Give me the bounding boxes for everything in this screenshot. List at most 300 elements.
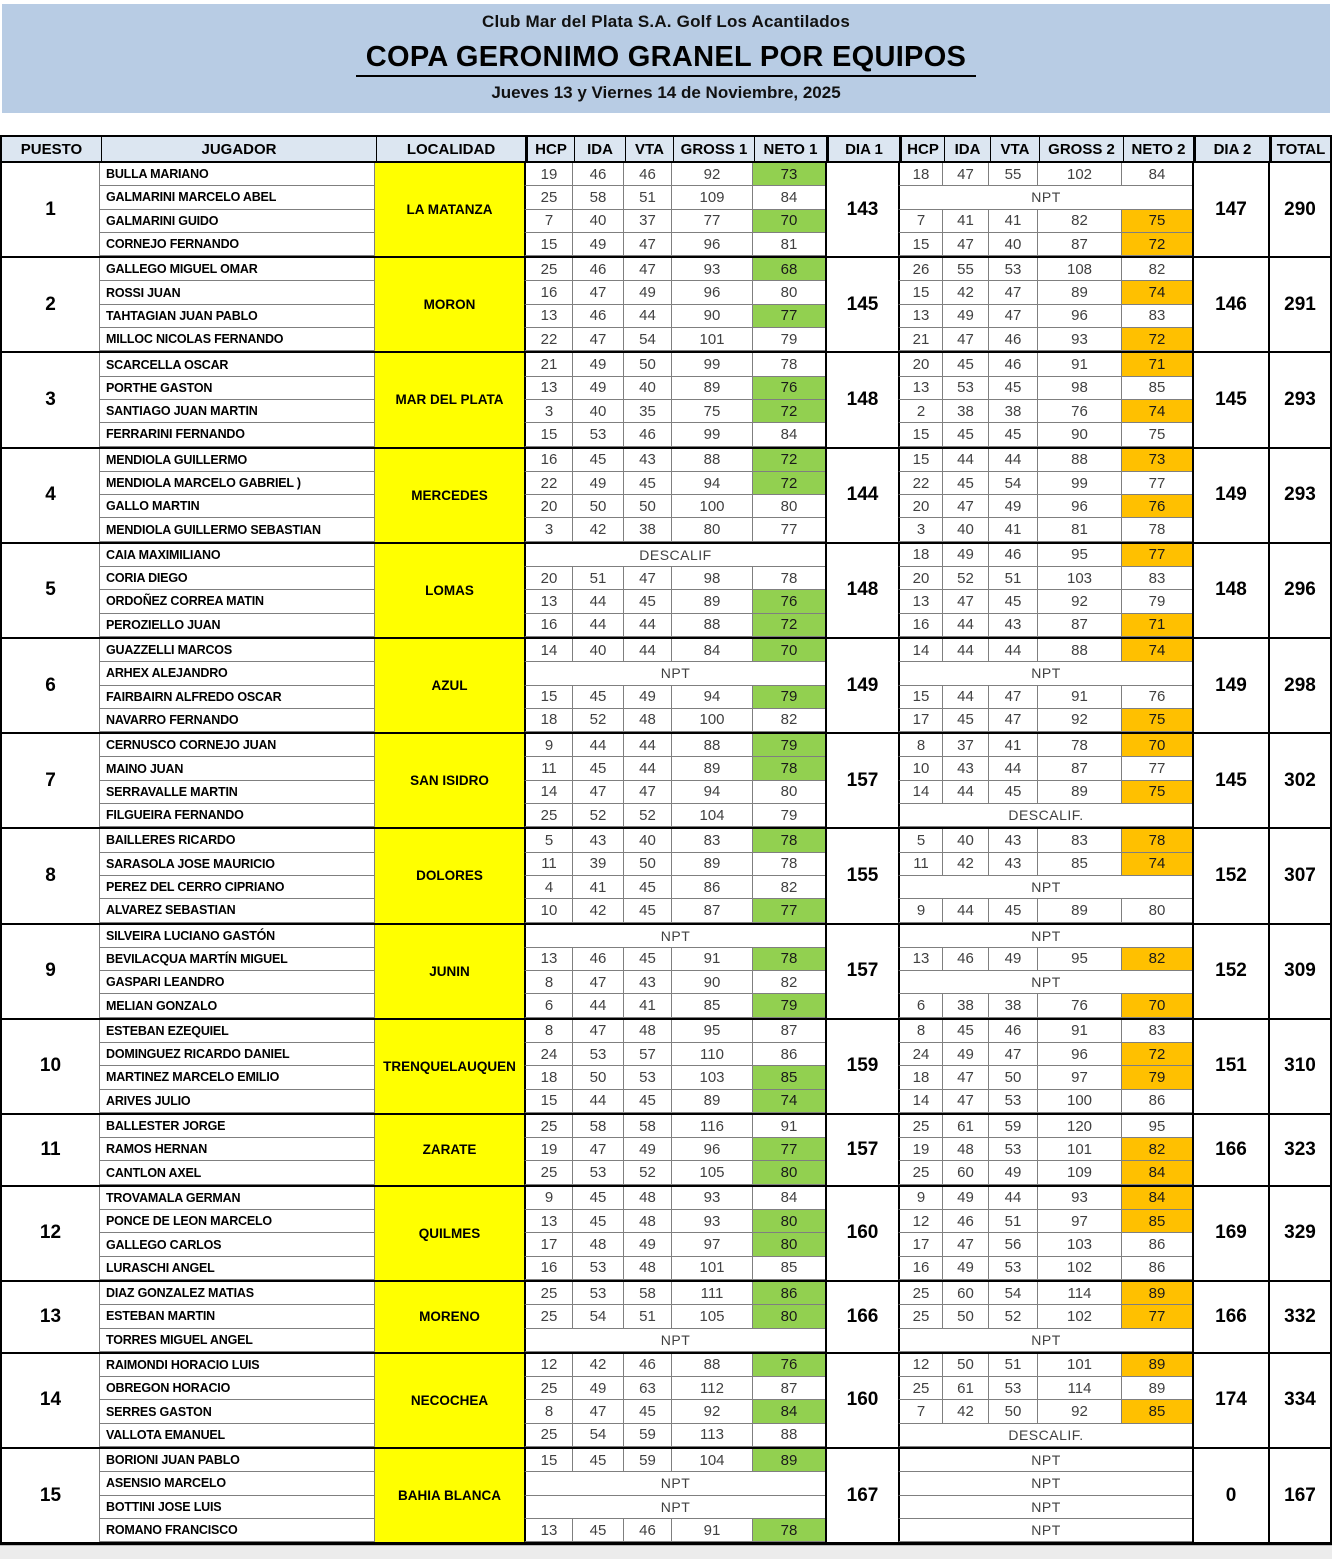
score-cell: 97 xyxy=(1038,1210,1122,1233)
col-header-vta: VTA xyxy=(626,137,674,161)
neto2-cell: 82 xyxy=(1122,258,1192,281)
player-name: CERNUSCO CORNEJO JUAN xyxy=(100,734,375,757)
neto1-cell: 77 xyxy=(753,1138,825,1161)
score-cell: 43 xyxy=(989,853,1038,876)
day1-status-cell: NPT xyxy=(524,1472,825,1495)
score-cell: 87 xyxy=(1038,614,1122,637)
neto1-cell: 91 xyxy=(753,1115,825,1138)
score-cell: 15 xyxy=(898,449,943,472)
score-cell: 49 xyxy=(989,495,1038,518)
neto1-cell: 80 xyxy=(753,1161,825,1184)
score-cell: 7 xyxy=(524,210,573,233)
score-cell: 40 xyxy=(573,210,624,233)
team-rank: 11 xyxy=(2,1115,100,1185)
player-name: DOMINGUEZ RICARDO DANIEL xyxy=(100,1043,375,1066)
score-cell: 50 xyxy=(989,1066,1038,1089)
player-name: TORRES MIGUEL ANGEL xyxy=(100,1329,375,1352)
neto2-cell: 83 xyxy=(1122,305,1192,328)
player-name: BULLA MARIANO xyxy=(100,163,375,186)
score-cell: 45 xyxy=(989,423,1038,446)
score-cell: 44 xyxy=(573,590,624,613)
neto2-cell: 86 xyxy=(1122,1257,1192,1280)
player-name: OBREGON HORACIO xyxy=(100,1377,375,1400)
team-day1-total: 144 xyxy=(825,449,898,542)
neto2-cell: 80 xyxy=(1122,899,1192,922)
score-cell: 45 xyxy=(624,1090,672,1113)
col-header-ida-2: IDA xyxy=(945,137,991,161)
neto2-cell: 79 xyxy=(1122,590,1192,613)
score-cell: 44 xyxy=(573,734,624,757)
neto1-cell: 72 xyxy=(753,614,825,637)
score-cell: 47 xyxy=(943,233,989,256)
score-cell: 10 xyxy=(524,899,573,922)
score-cell: 19 xyxy=(524,163,573,186)
score-cell: 47 xyxy=(573,281,624,304)
neto2-cell: 75 xyxy=(1122,709,1192,732)
score-cell: 59 xyxy=(989,1115,1038,1138)
score-cell: 97 xyxy=(672,1233,753,1256)
score-cell: 20 xyxy=(898,353,943,376)
team-locality: MORENO xyxy=(375,1282,524,1352)
score-cell: 45 xyxy=(573,1187,624,1210)
neto2-cell: 76 xyxy=(1122,495,1192,518)
score-cell: 46 xyxy=(624,1354,672,1377)
score-cell: 40 xyxy=(989,233,1038,256)
player-name: ALVAREZ SEBASTIAN xyxy=(100,899,375,922)
neto2-cell: 86 xyxy=(1122,1233,1192,1256)
score-cell: 92 xyxy=(672,1400,753,1423)
score-cell: 58 xyxy=(624,1282,672,1305)
score-cell: 12 xyxy=(524,1354,573,1377)
score-cell: 91 xyxy=(1038,1020,1122,1043)
score-cell: 47 xyxy=(943,495,989,518)
neto2-cell: 74 xyxy=(1122,281,1192,304)
score-cell: 4 xyxy=(524,876,573,899)
spacer-row xyxy=(0,113,1332,135)
score-cell: 43 xyxy=(573,829,624,852)
neto1-cell: 80 xyxy=(753,781,825,804)
score-cell: 47 xyxy=(624,233,672,256)
score-cell: 49 xyxy=(943,544,989,567)
score-cell: 45 xyxy=(573,1519,624,1542)
player-name: PORTHE GASTON xyxy=(100,377,375,400)
score-cell: 40 xyxy=(624,829,672,852)
team-day2-total: 166 xyxy=(1192,1115,1268,1185)
score-cell: 13 xyxy=(524,1519,573,1542)
score-cell: 15 xyxy=(524,233,573,256)
col-header-gross-1: GROSS 1 xyxy=(674,137,755,161)
score-cell: 47 xyxy=(989,281,1038,304)
team-block xyxy=(2,1449,1330,1544)
neto1-cell: 84 xyxy=(753,423,825,446)
score-cell: 46 xyxy=(573,948,624,971)
team-day1-total: 148 xyxy=(825,353,898,446)
score-cell: 19 xyxy=(898,1138,943,1161)
score-cell: 95 xyxy=(1038,544,1122,567)
neto2-cell: 83 xyxy=(1122,1020,1192,1043)
score-cell: 43 xyxy=(989,829,1038,852)
score-cell: 53 xyxy=(573,1161,624,1184)
neto1-cell: 78 xyxy=(753,948,825,971)
score-cell: 82 xyxy=(1038,210,1122,233)
team-day2-total: 169 xyxy=(1192,1187,1268,1280)
score-cell: 99 xyxy=(672,423,753,446)
score-cell: 25 xyxy=(524,1161,573,1184)
player-name: ASENSIO MARCELO xyxy=(100,1472,375,1495)
neto1-cell: 78 xyxy=(753,353,825,376)
neto2-cell: 77 xyxy=(1122,757,1192,780)
neto1-cell: 77 xyxy=(753,518,825,541)
score-cell: 76 xyxy=(1038,400,1122,423)
neto1-cell: 79 xyxy=(753,804,825,827)
player-name: MILLOC NICOLAS FERNANDO xyxy=(100,328,375,351)
day2-status-cell: NPT xyxy=(898,1519,1192,1542)
score-cell: 16 xyxy=(898,1257,943,1280)
score-cell: 50 xyxy=(624,853,672,876)
score-cell: 25 xyxy=(524,1305,573,1328)
score-cell: 54 xyxy=(573,1305,624,1328)
player-name: ESTEBAN EZEQUIEL xyxy=(100,1020,375,1043)
team-total: 329 xyxy=(1268,1187,1330,1280)
score-cell: 50 xyxy=(989,1400,1038,1423)
score-cell: 63 xyxy=(624,1377,672,1400)
score-cell: 45 xyxy=(624,1400,672,1423)
team-day1-total: 159 xyxy=(825,1020,898,1113)
team-rank: 5 xyxy=(2,544,100,637)
score-cell: 41 xyxy=(989,734,1038,757)
score-cell: 51 xyxy=(989,1354,1038,1377)
score-cell: 41 xyxy=(989,518,1038,541)
player-name: CANTLON AXEL xyxy=(100,1161,375,1184)
team-block xyxy=(2,449,1330,544)
neto2-cell: 70 xyxy=(1122,734,1192,757)
score-cell: 25 xyxy=(898,1115,943,1138)
score-cell: 116 xyxy=(672,1115,753,1138)
neto1-cell: 72 xyxy=(753,449,825,472)
player-name: PEROZIELLO JUAN xyxy=(100,614,375,637)
score-cell: 50 xyxy=(943,1354,989,1377)
neto1-cell: 80 xyxy=(753,1210,825,1233)
team-day2-total: 145 xyxy=(1192,353,1268,446)
score-cell: 44 xyxy=(989,449,1038,472)
col-header-dia-2: DIA 2 xyxy=(1194,137,1270,161)
score-cell: 113 xyxy=(672,1424,753,1447)
team-block xyxy=(2,925,1330,1020)
score-cell: 44 xyxy=(943,781,989,804)
score-cell: 41 xyxy=(989,210,1038,233)
team-block xyxy=(2,829,1330,924)
score-cell: 22 xyxy=(524,472,573,495)
team-day1-total: 143 xyxy=(825,163,898,256)
team-day2-total: 147 xyxy=(1192,163,1268,256)
score-cell: 89 xyxy=(672,1090,753,1113)
score-cell: 95 xyxy=(1038,948,1122,971)
team-rank: 8 xyxy=(2,829,100,922)
score-cell: 25 xyxy=(898,1305,943,1328)
neto2-cell: 86 xyxy=(1122,1090,1192,1113)
score-cell: 46 xyxy=(573,258,624,281)
score-cell: 49 xyxy=(573,377,624,400)
score-cell: 17 xyxy=(898,709,943,732)
player-name: MARTINEZ MARCELO EMILIO xyxy=(100,1066,375,1089)
score-cell: 15 xyxy=(524,1449,573,1472)
score-cell: 53 xyxy=(989,1257,1038,1280)
score-cell: 40 xyxy=(573,400,624,423)
score-cell: 92 xyxy=(1038,709,1122,732)
score-cell: 40 xyxy=(573,639,624,662)
score-cell: 14 xyxy=(524,781,573,804)
team-total: 290 xyxy=(1268,163,1330,256)
score-cell: 59 xyxy=(624,1424,672,1447)
player-name: ARIVES JULIO xyxy=(100,1090,375,1113)
score-cell: 41 xyxy=(624,994,672,1017)
results-table xyxy=(0,163,1332,1545)
score-cell: 45 xyxy=(573,686,624,709)
neto1-cell: 85 xyxy=(753,1257,825,1280)
score-cell: 49 xyxy=(943,1187,989,1210)
score-cell: 13 xyxy=(524,590,573,613)
score-cell: 48 xyxy=(624,1020,672,1043)
team-rank: 12 xyxy=(2,1187,100,1280)
score-cell: 60 xyxy=(943,1161,989,1184)
neto2-cell: 77 xyxy=(1122,472,1192,495)
score-cell: 110 xyxy=(672,1043,753,1066)
score-cell: 18 xyxy=(898,544,943,567)
score-cell: 52 xyxy=(624,1161,672,1184)
score-cell: 14 xyxy=(898,781,943,804)
neto2-cell: 79 xyxy=(1122,1066,1192,1089)
team-locality: BAHIA BLANCA xyxy=(375,1449,524,1542)
score-cell: 104 xyxy=(672,804,753,827)
score-cell: 93 xyxy=(1038,328,1122,351)
score-cell: 102 xyxy=(1038,1305,1122,1328)
player-name: MENDIOLA GUILLERMO xyxy=(100,449,375,472)
player-name: SERRAVALLE MARTIN xyxy=(100,781,375,804)
col-header-gross-2-2: GROSS 2 xyxy=(1040,137,1124,161)
score-cell: 51 xyxy=(624,186,672,209)
score-cell: 94 xyxy=(672,686,753,709)
team-day1-total: 166 xyxy=(825,1282,898,1352)
team-total: 293 xyxy=(1268,353,1330,446)
score-cell: 3 xyxy=(524,400,573,423)
team-total: 309 xyxy=(1268,925,1330,1018)
score-cell: 47 xyxy=(943,1233,989,1256)
team-rank: 9 xyxy=(2,925,100,1018)
score-cell: 45 xyxy=(573,1210,624,1233)
score-cell: 46 xyxy=(624,163,672,186)
score-cell: 20 xyxy=(524,495,573,518)
score-cell: 13 xyxy=(524,305,573,328)
score-cell: 98 xyxy=(1038,377,1122,400)
team-locality: MAR DEL PLATA xyxy=(375,353,524,446)
score-cell: 52 xyxy=(624,804,672,827)
score-cell: 52 xyxy=(989,1305,1038,1328)
score-cell: 59 xyxy=(624,1449,672,1472)
score-cell: 53 xyxy=(573,1257,624,1280)
score-cell: 44 xyxy=(943,449,989,472)
col-header-jugador: JUGADOR xyxy=(102,137,377,161)
score-cell: 99 xyxy=(1038,472,1122,495)
team-total: 291 xyxy=(1268,258,1330,351)
neto1-cell: 68 xyxy=(753,258,825,281)
score-cell: 35 xyxy=(624,400,672,423)
score-cell: 93 xyxy=(672,1187,753,1210)
score-cell: 24 xyxy=(898,1043,943,1066)
neto1-cell: 73 xyxy=(753,163,825,186)
player-name: ARHEX ALEJANDRO xyxy=(100,662,375,685)
neto1-cell: 72 xyxy=(753,472,825,495)
neto2-cell: 89 xyxy=(1122,1282,1192,1305)
score-cell: 53 xyxy=(989,1138,1038,1161)
score-cell: 96 xyxy=(1038,1043,1122,1066)
team-total: 334 xyxy=(1268,1354,1330,1447)
score-cell: 47 xyxy=(624,567,672,590)
team-block xyxy=(2,1187,1330,1282)
score-cell: 47 xyxy=(573,1138,624,1161)
neto2-cell: 78 xyxy=(1122,829,1192,852)
score-cell: 49 xyxy=(943,1043,989,1066)
day1-status-cell: NPT xyxy=(524,1329,825,1352)
score-cell: 47 xyxy=(989,1043,1038,1066)
neto2-cell: 84 xyxy=(1122,1161,1192,1184)
score-cell: 49 xyxy=(573,353,624,376)
neto2-cell: 89 xyxy=(1122,1377,1192,1400)
score-cell: 49 xyxy=(989,1161,1038,1184)
player-name: GALMARINI MARCELO ABEL xyxy=(100,186,375,209)
score-cell: 8 xyxy=(898,734,943,757)
score-cell: 53 xyxy=(989,1377,1038,1400)
score-cell: 51 xyxy=(989,1210,1038,1233)
score-cell: 43 xyxy=(989,614,1038,637)
score-cell: 101 xyxy=(672,1257,753,1280)
score-cell: 42 xyxy=(573,899,624,922)
tournament-title: COPA GERONIMO GRANEL POR EQUIPOS xyxy=(356,39,976,77)
team-block xyxy=(2,544,1330,639)
score-cell: 45 xyxy=(989,590,1038,613)
team-block xyxy=(2,734,1330,829)
team-day1-total: 160 xyxy=(825,1187,898,1280)
neto2-cell: 74 xyxy=(1122,853,1192,876)
score-cell: 15 xyxy=(524,686,573,709)
neto1-cell: 86 xyxy=(753,1282,825,1305)
player-name: BORIONI JUAN PABLO xyxy=(100,1449,375,1472)
player-name: GASPARI LEANDRO xyxy=(100,971,375,994)
score-cell: 46 xyxy=(989,544,1038,567)
neto1-cell: 70 xyxy=(753,210,825,233)
score-cell: 98 xyxy=(672,567,753,590)
team-locality: AZUL xyxy=(375,639,524,732)
score-cell: 103 xyxy=(1038,1233,1122,1256)
table-header-row xyxy=(0,135,1332,163)
score-cell: 45 xyxy=(943,709,989,732)
neto1-cell: 81 xyxy=(753,233,825,256)
score-cell: 47 xyxy=(989,709,1038,732)
score-cell: 20 xyxy=(524,567,573,590)
score-cell: 91 xyxy=(1038,686,1122,709)
score-cell: 46 xyxy=(943,1210,989,1233)
score-cell: 55 xyxy=(989,163,1038,186)
score-cell: 88 xyxy=(672,1354,753,1377)
score-cell: 45 xyxy=(624,876,672,899)
player-name: CORNEJO FERNANDO xyxy=(100,233,375,256)
neto1-cell: 82 xyxy=(753,971,825,994)
score-cell: 75 xyxy=(672,400,753,423)
score-cell: 6 xyxy=(898,994,943,1017)
player-name: SANTIAGO JUAN MARTIN xyxy=(100,400,375,423)
score-cell: 40 xyxy=(943,829,989,852)
team-block xyxy=(2,1020,1330,1115)
neto2-cell: 85 xyxy=(1122,377,1192,400)
score-cell: 42 xyxy=(943,281,989,304)
score-cell: 103 xyxy=(672,1066,753,1089)
score-cell: 44 xyxy=(624,614,672,637)
score-cell: 18 xyxy=(524,1066,573,1089)
team-block xyxy=(2,353,1330,448)
score-cell: 61 xyxy=(943,1377,989,1400)
score-cell: 44 xyxy=(989,639,1038,662)
neto1-cell: 79 xyxy=(753,994,825,1017)
neto1-cell: 80 xyxy=(753,1233,825,1256)
score-cell: 50 xyxy=(573,1066,624,1089)
score-cell: 17 xyxy=(524,1233,573,1256)
col-header-localidad: LOCALIDAD xyxy=(377,137,526,161)
neto1-cell: 79 xyxy=(753,734,825,757)
score-cell: 47 xyxy=(573,781,624,804)
score-cell: 21 xyxy=(898,328,943,351)
score-cell: 47 xyxy=(624,258,672,281)
score-cell: 58 xyxy=(573,1115,624,1138)
score-cell: 17 xyxy=(898,1233,943,1256)
score-cell: 45 xyxy=(943,353,989,376)
score-cell: 90 xyxy=(672,971,753,994)
score-cell: 53 xyxy=(943,377,989,400)
day2-status-cell: NPT xyxy=(898,876,1192,899)
score-cell: 45 xyxy=(624,948,672,971)
neto2-cell: 71 xyxy=(1122,614,1192,637)
team-day2-total: 149 xyxy=(1192,449,1268,542)
neto2-cell: 82 xyxy=(1122,1138,1192,1161)
neto1-cell: 85 xyxy=(753,1066,825,1089)
score-cell: 46 xyxy=(573,305,624,328)
score-cell: 43 xyxy=(943,757,989,780)
score-cell: 13 xyxy=(524,377,573,400)
score-cell: 103 xyxy=(1038,567,1122,590)
score-cell: 83 xyxy=(672,829,753,852)
day1-status-cell: NPT xyxy=(524,662,825,685)
score-cell: 45 xyxy=(989,781,1038,804)
neto1-cell: 78 xyxy=(753,829,825,852)
score-cell: 92 xyxy=(1038,1400,1122,1423)
score-cell: 108 xyxy=(1038,258,1122,281)
score-cell: 52 xyxy=(573,709,624,732)
neto2-cell: 72 xyxy=(1122,233,1192,256)
score-cell: 2 xyxy=(898,400,943,423)
team-locality: MERCEDES xyxy=(375,449,524,542)
score-cell: 105 xyxy=(672,1161,753,1184)
day2-status-cell: NPT xyxy=(898,1472,1192,1495)
score-cell: 51 xyxy=(573,567,624,590)
team-rank: 13 xyxy=(2,1282,100,1352)
score-cell: 95 xyxy=(672,1020,753,1043)
neto2-cell: 84 xyxy=(1122,1187,1192,1210)
score-cell: 47 xyxy=(573,971,624,994)
team-total: 298 xyxy=(1268,639,1330,732)
score-cell: 45 xyxy=(943,472,989,495)
team-block xyxy=(2,163,1330,258)
score-cell: 26 xyxy=(898,258,943,281)
score-cell: 8 xyxy=(524,971,573,994)
team-day1-total: 149 xyxy=(825,639,898,732)
